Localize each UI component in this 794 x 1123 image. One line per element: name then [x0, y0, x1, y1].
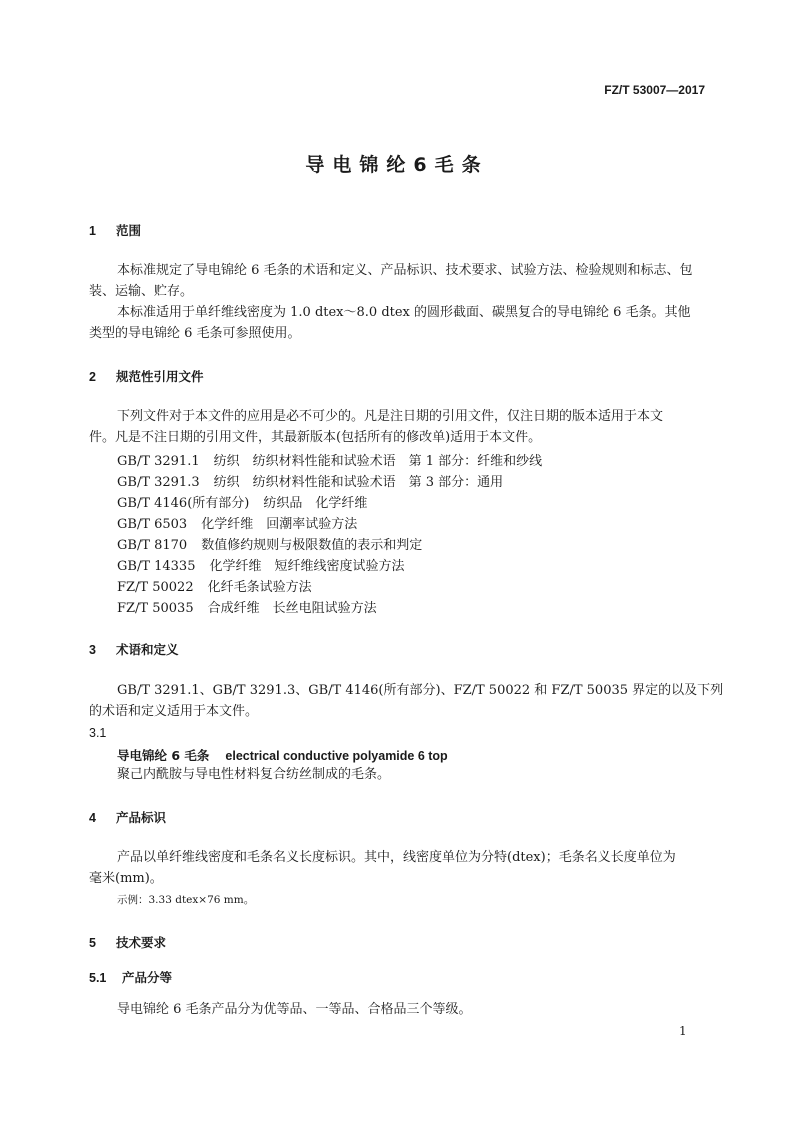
- document-title: 导电锦纶6毛条: [305, 154, 489, 176]
- section-4-number: 4: [89, 811, 96, 825]
- s3-paragraph-line-1: GB/T 3291.1、GB/T 3291.3、GB/T 4146(所有部分)、FZ/T 50022 和 FZ/T 50035 界定的以及下列: [117, 683, 724, 698]
- term-definition: 聚己内酰胺与导电性材料复合纺丝制成的毛条。: [117, 767, 391, 782]
- s2-paragraph-line-2: 件。凡是不注日期的引用文件，其最新版本(包括所有的修改单)适用于本文件。: [89, 430, 542, 445]
- section-1-title: 范围: [116, 223, 142, 238]
- section-2-heading: [89, 367, 204, 385]
- s5-paragraph: 导电锦纶 6 毛条产品分为优等品、一等品、合格品三个等级。: [117, 1002, 472, 1017]
- section-4-heading: [89, 808, 166, 826]
- standard-code: FZ/T 53007—2017: [604, 83, 705, 97]
- term-english: electrical conductive polyamide 6 top: [225, 749, 448, 763]
- s1-paragraph-1-line-2: 装、运输、贮存。: [89, 284, 194, 299]
- reference-item: GB/T 8170 数值修约规则与极限数值的表示和判定: [117, 538, 423, 553]
- section-3-title: 术语和定义: [116, 642, 179, 657]
- s1-paragraph-2-line-2: 类型的导电锦纶 6 毛条可参照使用。: [89, 326, 301, 341]
- section-2-number: 2: [89, 370, 96, 384]
- section-5-number: 5: [89, 936, 96, 950]
- reference-item: GB/T 3291.1 纺织 纺织材料性能和试验术语 第 1 部分：纤维和纱线: [117, 454, 543, 469]
- example-note: 示例：3.33 dtex×76 mm。: [117, 894, 255, 906]
- section-5-heading: [89, 933, 166, 951]
- reference-item: FZ/T 50022 化纤毛条试验方法: [117, 580, 312, 595]
- s3-paragraph-line-2: 的术语和定义适用于本文件。: [89, 704, 259, 719]
- s2-paragraph-line-1: 下列文件对于本文件的应用是必不可少的。凡是注日期的引用文件，仅注日期的版本适用于本文: [117, 409, 664, 424]
- s1-paragraph-2-line-1: 本标准适用于单纤维线密度为 1.0 dtex～8.0 dtex 的圆形截面、碳黑复合的导电锦纶 6 毛条。其他: [117, 305, 691, 320]
- subsection-5-1-heading: [89, 968, 172, 986]
- reference-item: GB/T 4146(所有部分) 纺织品 化学纤维: [117, 496, 368, 511]
- section-3-heading: [89, 640, 179, 658]
- term-chinese: 导电锦纶 6 毛条: [117, 748, 210, 763]
- section-3-number: 3: [89, 643, 96, 657]
- subsection-5-1-title: 产品分等: [122, 970, 173, 985]
- reference-item: GB/T 6503 化学纤维 回潮率试验方法: [117, 517, 358, 532]
- section-1-heading: [89, 221, 141, 239]
- section-4-title: 产品标识: [116, 810, 167, 825]
- s4-paragraph-line-2: 毫米(mm)。: [89, 871, 163, 886]
- reference-item: GB/T 14335 化学纤维 短纤维线密度试验方法: [117, 559, 405, 574]
- section-5-title: 技术要求: [116, 935, 167, 950]
- section-1-number: 1: [89, 224, 96, 238]
- s4-paragraph-line-1: 产品以单纤维线密度和毛条名义长度标识。其中，线密度单位为分特(dtex)；毛条名义长度单位为: [117, 850, 676, 865]
- subsection-5-1-number: 5.1: [89, 971, 107, 985]
- section-2-title: 规范性引用文件: [116, 369, 204, 384]
- term-heading: [117, 746, 448, 764]
- page-number: 1: [679, 1024, 687, 1038]
- reference-item: GB/T 3291.3 纺织 纺织材料性能和试验术语 第 3 部分：通用: [117, 475, 504, 490]
- reference-item: FZ/T 50035 合成纤维 长丝电阻试验方法: [117, 601, 377, 616]
- s1-paragraph-1-line-1: 本标准规定了导电锦纶 6 毛条的术语和定义、产品标识、技术要求、试验方法、检验规则和标志、包: [117, 263, 693, 278]
- term-number: 3.1: [89, 726, 107, 740]
